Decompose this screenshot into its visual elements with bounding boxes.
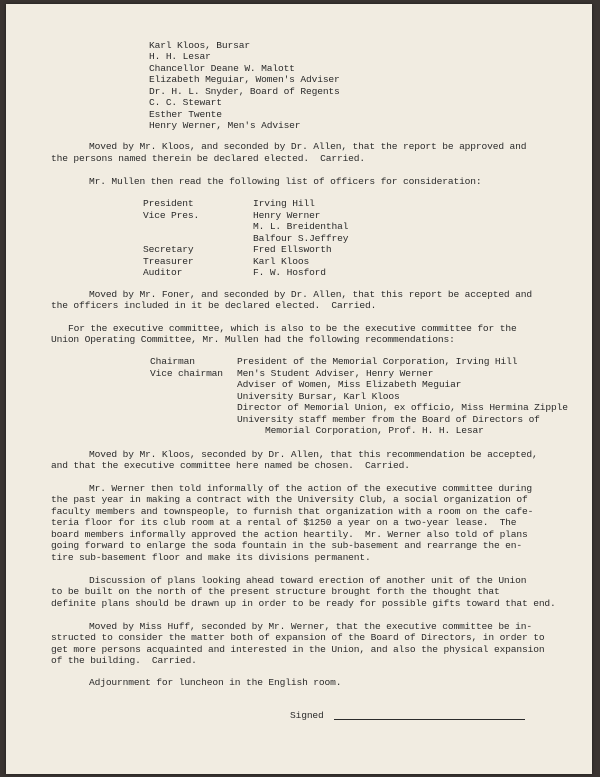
committee-role: Chairman	[150, 356, 195, 367]
paragraph-line: tire sub-basement floor and make its divisions permanent.	[51, 552, 371, 563]
paragraph-line: of the building. Carried.	[51, 655, 197, 666]
paragraph-line: Mr. Werner then told informally of the action of the executive committee during	[89, 483, 532, 494]
list-item: Chancellor Deane W. Malott	[149, 63, 295, 74]
list-item: Esther Twente	[149, 109, 222, 120]
committee-member: Director of Memorial Union, ex officio, Miss Hermina Zipple	[237, 402, 568, 413]
officer-name: Karl Kloos	[253, 256, 310, 267]
officer-role: President	[143, 198, 194, 209]
list-item: C. C. Stewart	[149, 97, 222, 108]
paragraph-line: definite plans should be drawn up in order to be ready for possible gifts toward that end.	[51, 598, 556, 609]
mullen-intro: Mr. Mullen then read the following list of officers for consideration:	[89, 176, 482, 187]
paragraph-line: Moved by Mr. Kloos, and seconded by Dr. Allen, that the report be approved and	[89, 141, 527, 152]
committee-member: University Bursar, Karl Kloos	[237, 391, 400, 402]
paragraph-line: Moved by Miss Huff, seconded by Mr. Werner, that the executive committee be in-	[89, 621, 532, 632]
committee-member: Adviser of Women, Miss Elizabeth Meguiar	[237, 379, 462, 390]
list-item: Karl Kloos, Bursar	[149, 40, 250, 51]
committee-member: President of the Memorial Corporation, Irving Hill	[237, 356, 518, 367]
paragraph-line: the past year in making a contract with the University Club, a social organization of	[51, 494, 528, 505]
paragraph-line: get more persons acquainted and interested in the Union, and also the physical expansion	[51, 644, 545, 655]
paragraph-line: Discussion of plans looking ahead toward erection of another unit of the Union	[89, 575, 527, 586]
paragraph-line: the persons named therein be declared elected. Carried.	[51, 153, 366, 164]
paragraph-line: faculty members and townspeople, to furnish that organization with a room on the cafe-	[51, 506, 534, 517]
officer-name: Irving Hill	[253, 198, 315, 209]
list-item: Elizabeth Meguiar, Women's Adviser	[149, 74, 340, 85]
paragraph-line: teria floor for its club room at a rental of $1250 a year on a two-year lease. The	[51, 517, 517, 528]
officer-role: Vice Pres.	[143, 210, 200, 221]
officer-role: Secretary	[143, 244, 194, 255]
paragraph-line: Moved by Mr. Kloos, seconded by Dr. Allen, that this recommendation be accepted,	[89, 449, 538, 460]
paragraph-line: Union Operating Committee, Mr. Mullen had the following recommendations:	[51, 334, 455, 345]
paragraph-line: going forward to enlarge the soda fountain in the sub-basement and rearrange the en-	[51, 540, 523, 551]
paragraph-line: and that the executive committee here named be chosen. Carried.	[51, 460, 410, 471]
committee-member: University staff member from the Board of Directors of	[237, 414, 540, 425]
signature-label: Signed	[290, 710, 324, 721]
paragraph-line: Moved by Mr. Foner, and seconded by Dr. Allen, that this report be accepted and	[89, 289, 532, 300]
paragraph-line: to be built on the north of the present structure brought forth the thought that	[51, 586, 500, 597]
committee-member: Men's Student Adviser, Henry Werner	[237, 368, 434, 379]
officer-name: Henry Werner	[253, 210, 321, 221]
officer-name: M. L. Breidenthal	[253, 221, 349, 232]
officer-name: Fred Ellsworth	[253, 244, 332, 255]
committee-role: Vice chairman	[150, 368, 223, 379]
document-page	[6, 4, 592, 774]
adjournment: Adjournment for luncheon in the English room.	[89, 677, 342, 688]
paragraph-line: board members informally approved the action heartily. Mr. Werner also told of plans	[51, 529, 528, 540]
list-item: Dr. H. L. Snyder, Board of Regents	[149, 86, 340, 97]
list-item: Henry Werner, Men's Adviser	[149, 120, 301, 131]
paragraph-line: For the executive committee, which is also to be the executive committee for the	[68, 323, 517, 334]
officer-role: Auditor	[143, 267, 183, 278]
officer-name: F. W. Hosford	[253, 267, 326, 278]
committee-member: Memorial Corporation, Prof. H. H. Lesar	[237, 425, 484, 436]
paragraph-line: the officers included in it be declared elected. Carried.	[51, 300, 377, 311]
signature-line	[334, 719, 525, 720]
officer-role: Treasurer	[143, 256, 194, 267]
paragraph-line: structed to consider the matter both of expansion of the Board of Directors, in order to	[51, 632, 545, 643]
list-item: H. H. Lesar	[149, 51, 211, 62]
officer-name: Balfour S.Jeffrey	[253, 233, 349, 244]
